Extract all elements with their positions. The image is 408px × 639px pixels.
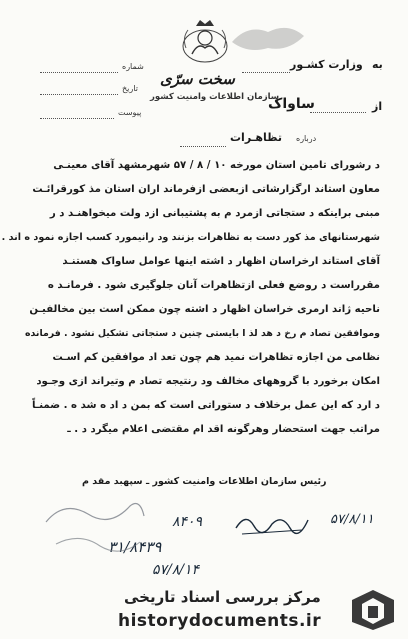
- subject-dotted-line: [180, 146, 226, 147]
- organization-name: سازمان اطلاعات وامنیت کشور: [150, 92, 280, 102]
- ministry-label: وزارت کشـور: [290, 58, 363, 71]
- handwritten-signature-icon: [232, 508, 312, 542]
- attachment-label: پیوست: [118, 108, 142, 117]
- classification-stamp: سخت سرّی: [160, 70, 235, 88]
- body-line: معاون استاند ارگزارشاتی ازبعضی ازفرماند اران استان مذ کورقرائـت: [32, 184, 380, 195]
- body-line: ناحیه ژاند ارمری خراسان اظهار د اشته چون ممکن است بین مخالفیـن: [29, 304, 380, 315]
- watermark-url: historydocuments.ir: [118, 611, 322, 631]
- to-dotted-line: [242, 72, 290, 73]
- handwritten-number-bottom: ۳۱/۸۴۳۹: [108, 538, 162, 556]
- body-line: شهرستانهای مذ کور دست به تظاهرات بزنند ود رانیمورد کسب اجازه نمود ه اند .: [1, 232, 380, 243]
- attachment-dotted-line: [40, 118, 114, 119]
- archive-logo-icon: [350, 588, 396, 632]
- date-label: تاریخ: [122, 84, 138, 93]
- savak-label: ساواک: [268, 96, 315, 112]
- body-line: امکان برخورد با گروههای مخالف ود رنتیجه تصاد م وتیراند ازی وجـود: [36, 376, 380, 387]
- body-line: د ارد که این عمل برخلاف د ستوراتی است که بمن د اد ه شد ه . ضمنـاً: [31, 400, 380, 411]
- body-line: مبنی براینکه د ستجاتی ازمرد م به پشتیبانی ازد ولت میخواهنـد د ر: [49, 208, 380, 219]
- watermark-brand-text: مرکز بررسی اسناد تاریخی: [124, 588, 321, 606]
- body-line: د رشورای تامین استان مورخه ۱۰ / ۸ / ۵۷ شهرمشهد آقای معینـی: [53, 160, 380, 171]
- body-line: نظامی من اجازه تظاهرات نمید هم چون تعد اد موافقین کم اسـت: [52, 352, 380, 363]
- subject-label: درباره: [296, 134, 317, 143]
- number-label: شماره: [122, 62, 144, 71]
- to-label: به: [372, 58, 383, 71]
- body-line: مراتب جهت استحضار وهرگونه اقد ام مقتضی اعلام میگرد د . ـ: [67, 424, 380, 435]
- margin-scribble-icon: [40, 492, 150, 562]
- from-dotted-line: [310, 112, 366, 113]
- watermark-band: [0, 584, 408, 639]
- number-dotted-line: [40, 72, 118, 73]
- body-line: مقرراست د روضع فعلی ازتظاهرات آنان جلوگیری شود . فرمانـد ه: [47, 280, 380, 291]
- body-line: آقای استاند ارخراسان اظهار د اشته اینها عوامل ساواک هستنـد: [62, 256, 380, 267]
- body-line: وموافقین تصاد م رخ د هد لذ ا بایستی چنین د ستجاتی تشکیل نشود . فرمانده: [24, 328, 380, 339]
- signature-line: رئیس سازمان اطلاعات وامنیت کشور ـ سپهبد مقد م: [82, 476, 327, 487]
- handwritten-date-left: ۵۷/۸/۱۱: [330, 512, 374, 527]
- faded-stamp-icon: [228, 18, 308, 58]
- handwritten-number-mid: ۸۴۰۹: [172, 514, 203, 530]
- date-dotted-line: [40, 94, 118, 95]
- handwritten-date-bottom: ۵۷/۸/۱۴: [152, 562, 200, 578]
- subject-value: تظاهـرات: [230, 131, 283, 144]
- lion-and-sun-emblem-icon: [178, 18, 232, 68]
- from-label: از: [372, 100, 383, 113]
